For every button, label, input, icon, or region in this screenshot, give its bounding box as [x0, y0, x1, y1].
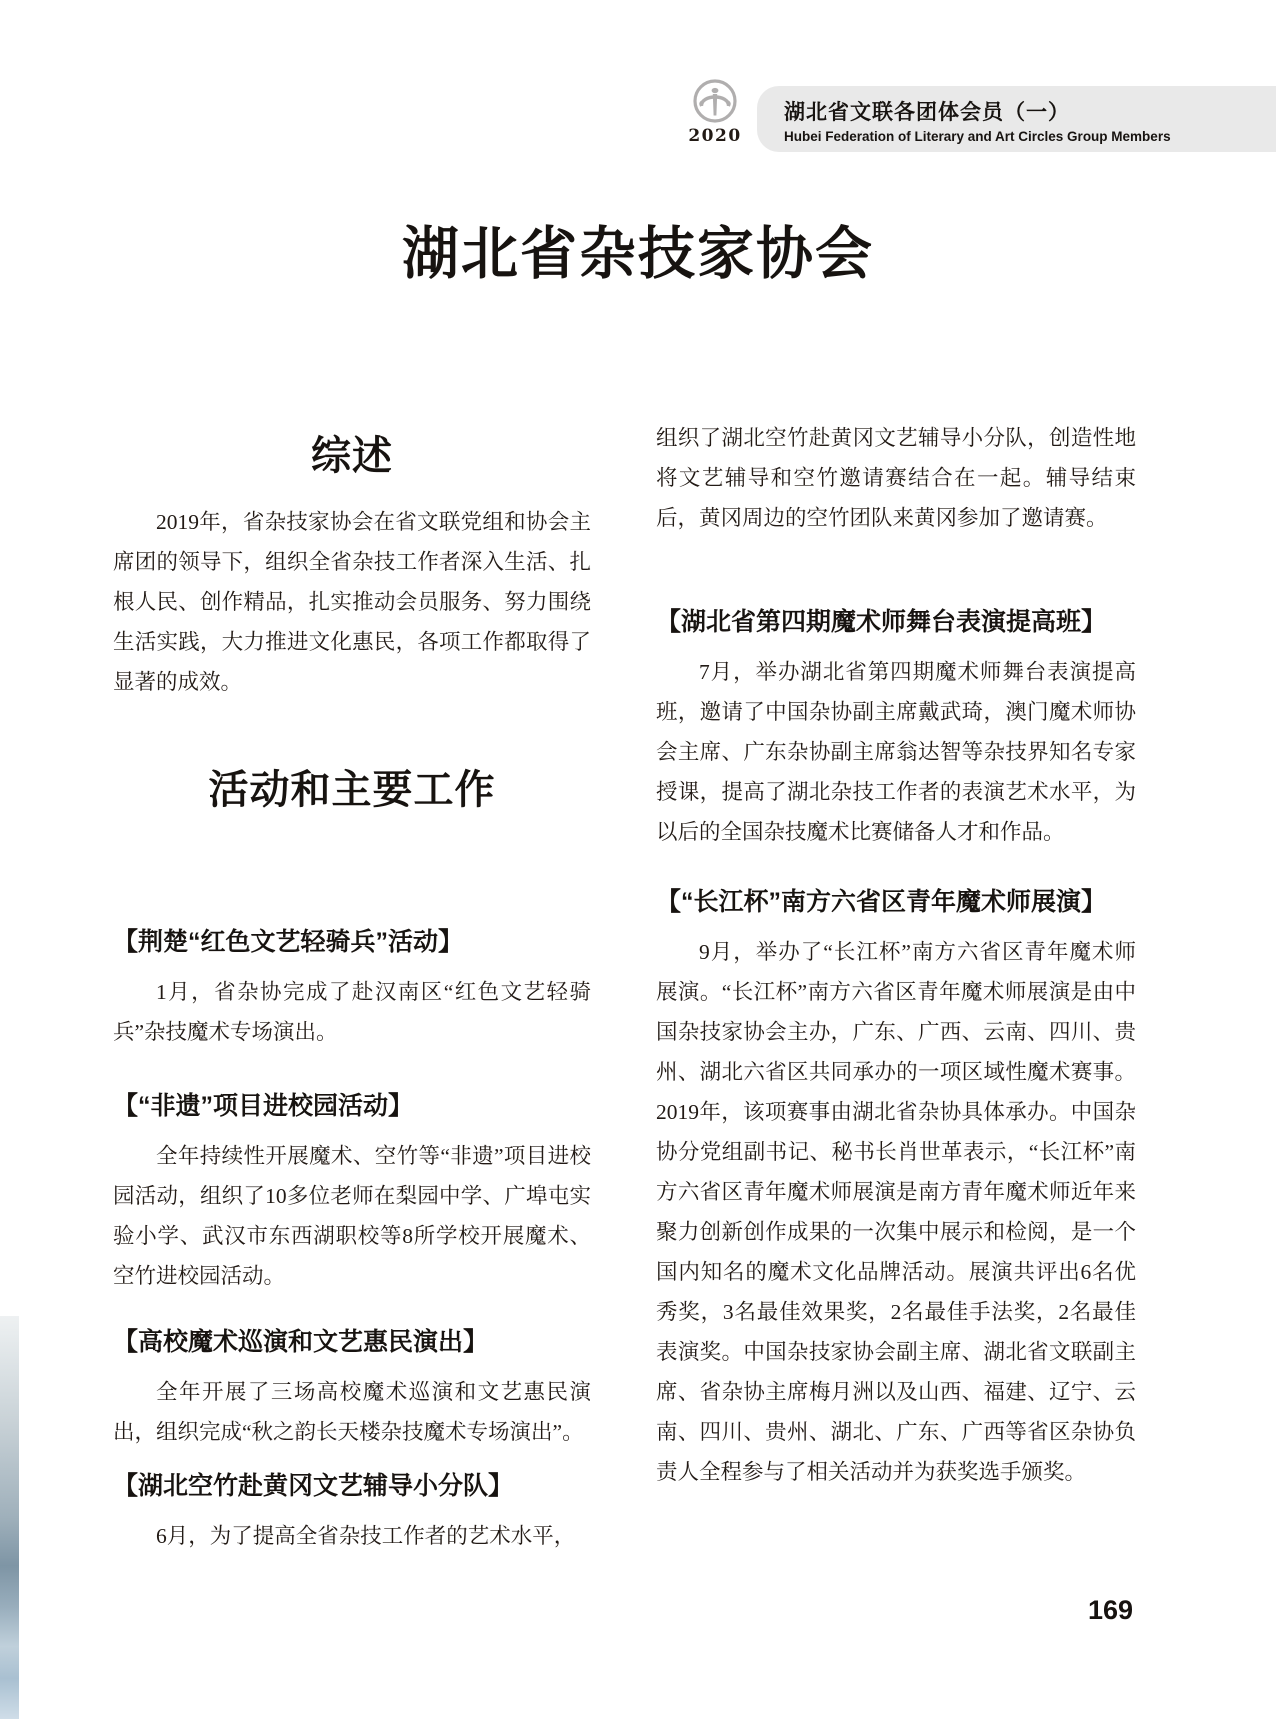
item-text-campus-magic-tour: 全年开展了三场高校魔术巡演和文艺惠民演出，组织完成“秋之韵长天楼杂技魔术专场演出”。 [113, 1380, 591, 1444]
overview-paragraph: 2019年，省杂技家协会在省文联党组和协会主席团的领导下，组织全省杂技工作者深入生活、扎根人民、创作精品，扎实推动会员服务、努力围绕生活实践，大力推进文化惠民，各项工作都取得了显著的成效。 [113, 510, 591, 694]
logo-year: 2020 [688, 126, 742, 146]
item-text-yangtze-cup-showcase: 9月，举办了“长江杯”南方六省区青年魔术师展演。“长江杯”南方六省区青年魔术师展演是由中国杂技家协会主办，广东、广西、云南、四川、贵州、湖北六省区共同承办的一项区域性魔术赛事。2019年，该项赛事由湖北省杂协具体承办。中国杂协分党组副书记、秘书长肖世革表示，“长江杯”南方六省区青年魔术师展演是南方青年魔术师近年来聚力创新创作成果的一次集中展示和检阅，是一个国内知名的魔术文化品牌活动。展演共评出6名优秀奖，3名最佳效果奖，2名最佳手法奖，2名最佳表演奖。中国杂技家协会副主席、湖北省文联副主席、省杂协主席梅月洲以及山西、福建、辽宁、云南、四川、贵州、湖北、广东、广西等省区杂协负责人全程参与了相关活动并为获奖选手颁奖。 [656, 940, 1136, 1484]
item-heading-red-art-cavalry: 【荆楚“红色文艺轻骑兵”活动】 [113, 928, 464, 956]
item-text-intangible-heritage: 全年持续性开展魔术、空竹等“非遗”项目进校园活动，组织了10多位老师在梨园中学、广埠屯实验小学、武汉市东西湖职校等8所学校开展魔术、空竹进校园活动。 [113, 1144, 591, 1288]
overview-heading: 综述 [311, 434, 393, 478]
activities-heading: 活动和主要工作 [208, 768, 496, 812]
page-number: 169 [1088, 1595, 1134, 1625]
item-text-magician-training-class: 7月，举办湖北省第四期魔术师舞台表演提高班，邀请了中国杂协副主席戴武琦，澳门魔术师协会主席、广东杂协副主席翁达智等杂技界知名专家授课，提高了湖北杂技工作者的表演艺术水平，为以后的全国杂技魔术比赛储备人才和作品。 [656, 660, 1136, 844]
continuation-paragraph: 组织了湖北空竹赴黄冈文艺辅导小分队，创造性地将文艺辅导和空竹邀请赛结合在一起。辅导结束后，黄冈周边的空竹团队来黄冈参加了邀请赛。 [656, 426, 1136, 530]
acrobat-emblem-icon [692, 78, 738, 124]
item-text-red-art-cavalry: 1月，省杂协完成了赴汉南区“红色文艺轻骑兵”杂技魔术专场演出。 [113, 980, 591, 1044]
federation-logo [686, 78, 744, 146]
item-heading-magician-training-class: 【湖北省第四期魔术师舞台表演提高班】 [656, 608, 1107, 636]
right-column [656, 402, 1136, 1492]
item-text-diabolo-huanggang: 6月，为了提高全省杂技工作者的艺术水平， [156, 1524, 576, 1548]
item-heading-diabolo-huanggang: 【湖北空竹赴黄冈文艺辅导小分队】 [113, 1472, 514, 1500]
article-title: 湖北省杂技家协会 [402, 223, 874, 286]
header-banner [757, 86, 1276, 152]
left-column [113, 418, 591, 1556]
item-heading-yangtze-cup-showcase: 【“长江杯”南方六省区青年魔术师展演】 [656, 888, 1107, 916]
left-edge-decoration [0, 1316, 19, 1719]
header-title-en: Hubei Federation of Literary and Art Circles Group Members [784, 129, 1171, 144]
item-heading-campus-magic-tour: 【高校魔术巡演和文艺惠民演出】 [113, 1328, 489, 1356]
header-title-cn: 湖北省文联各团体会员（一） [784, 101, 1070, 124]
item-heading-intangible-heritage: 【“非遗”项目进校园活动】 [113, 1092, 414, 1120]
